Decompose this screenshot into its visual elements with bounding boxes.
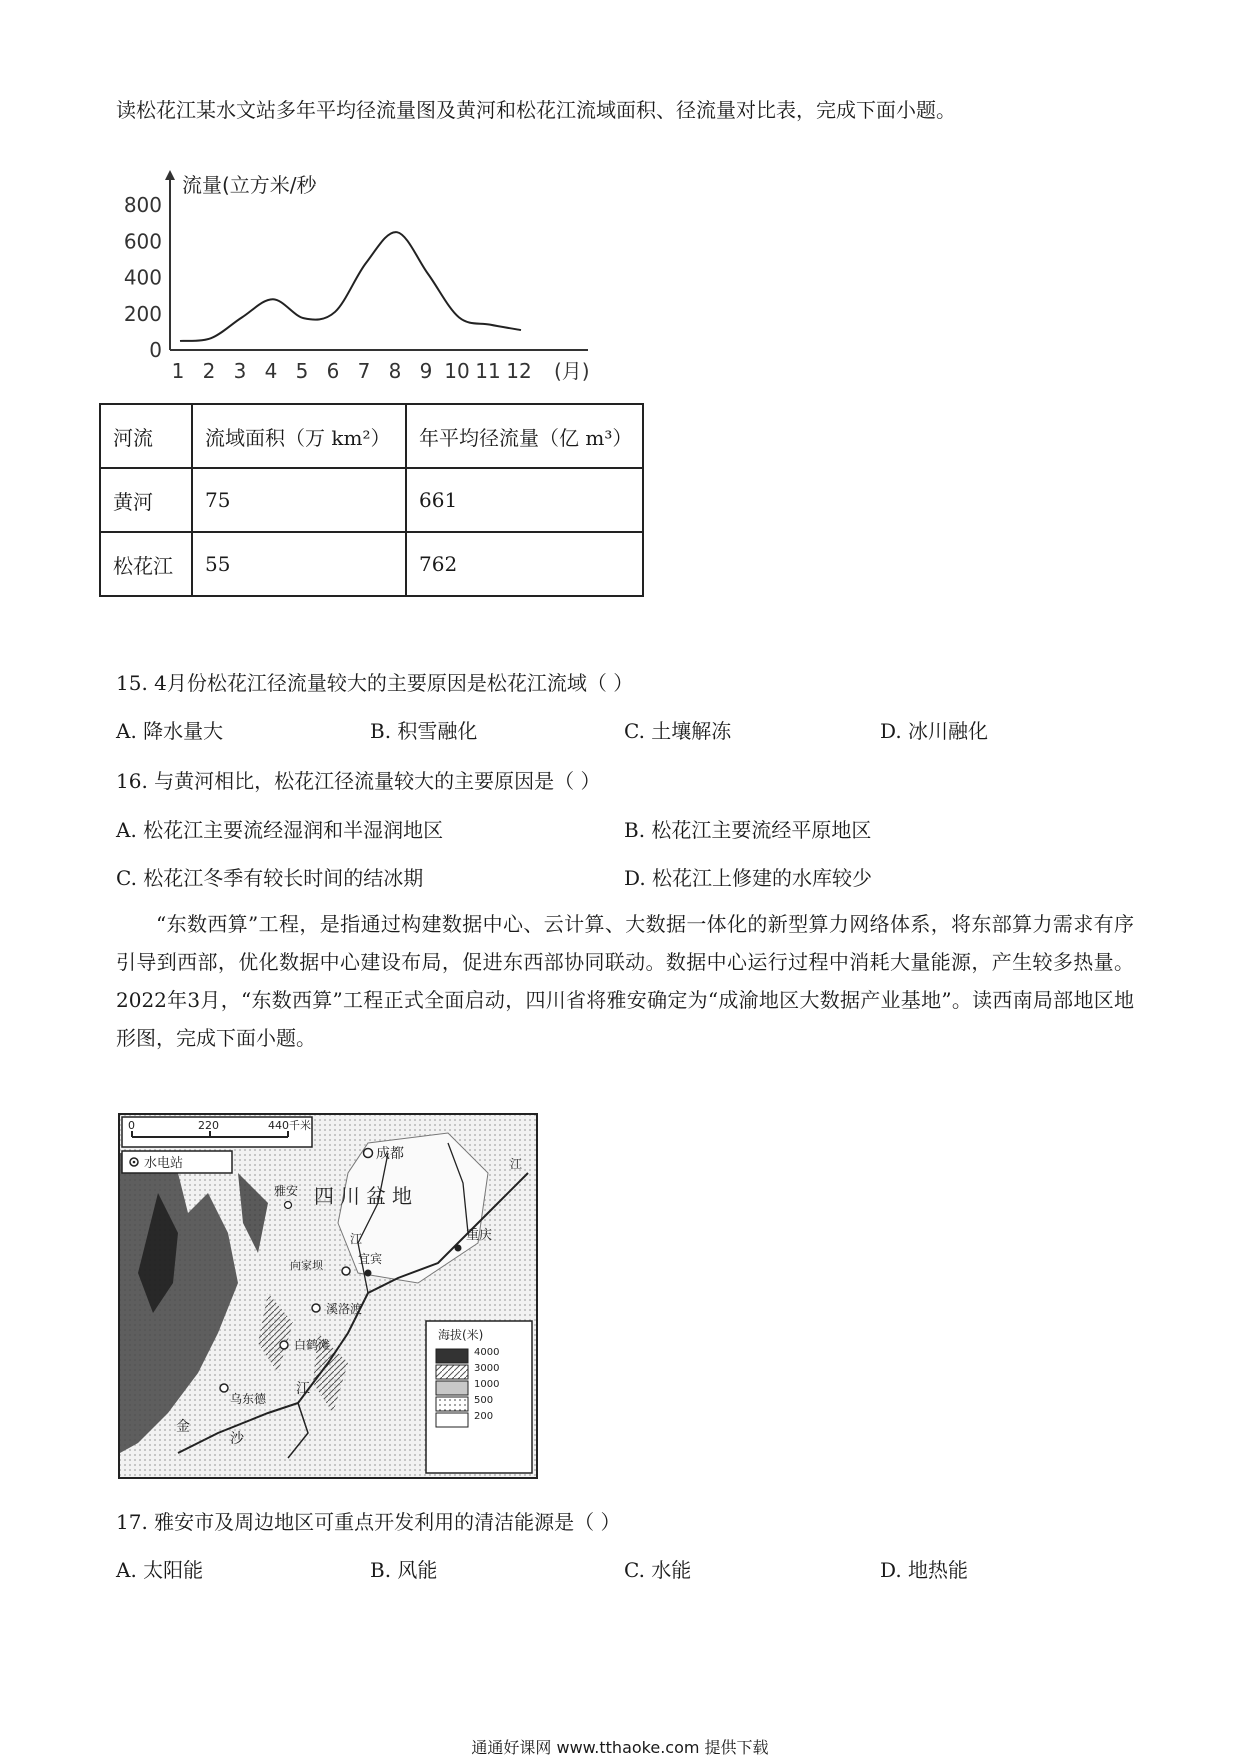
- y-tick-label: 600: [123, 229, 162, 254]
- table-row: [100, 468, 643, 532]
- cell-area: 55: [192, 532, 406, 596]
- x-tick-label: 9: [419, 359, 433, 383]
- label-chongqing: 重庆: [466, 1228, 493, 1243]
- label-jin: 金: [176, 1419, 190, 1435]
- label-xiluodu: 溪洛渡: [326, 1302, 363, 1316]
- chengdu-marker: [364, 1149, 373, 1158]
- elevation-legend-title: 海拔(米): [438, 1328, 484, 1342]
- x-tick-label: 12: [506, 359, 532, 383]
- question-15-stem: 15. 4月份松花江径流量较大的主要原因是松花江流域（ ）: [116, 671, 634, 695]
- label-xiangjiaba: 向家坝: [290, 1259, 323, 1272]
- cell-river-name: 松花江: [100, 532, 192, 596]
- table-header-row: [100, 404, 643, 468]
- header-cell-river: 河流: [100, 404, 192, 468]
- x-tick-label: 3: [233, 359, 247, 383]
- x-tick-label: 10: [444, 359, 470, 383]
- header-cell-runoff: 年平均径流量（亿 m³）: [406, 404, 643, 468]
- intro-text-1: 读松花江某水文站多年平均径流量图及黄河和松花江流域面积、径流量对比表，完成下面小题。: [116, 98, 956, 122]
- elev-label-3000: 3000: [474, 1363, 500, 1374]
- elev-label-1000: 1000: [474, 1379, 500, 1390]
- station-xiangjiaba: [342, 1267, 350, 1275]
- runoff-series-line: [180, 232, 521, 341]
- q15-option-b[interactable]: B. 积雪融化: [370, 719, 478, 743]
- scale-label-0: 0: [128, 1119, 135, 1132]
- chongqing-marker: [455, 1245, 462, 1252]
- label-sha: 沙: [230, 1431, 244, 1447]
- q15-option-d[interactable]: D. 冰川融化: [880, 719, 989, 743]
- table-row: [100, 532, 643, 596]
- label-wudongde: 乌东德: [230, 1392, 267, 1406]
- cell-area: 75: [192, 468, 406, 532]
- header-cell-area: 流域面积（万 km²）: [192, 404, 406, 468]
- elev-swatch-3000: [436, 1365, 468, 1379]
- elev-swatch-200: [436, 1413, 468, 1427]
- x-tick-label: 4: [264, 359, 278, 383]
- q17-option-d[interactable]: D. 地热能: [880, 1558, 969, 1582]
- intro-text-2: “东数西算”工程，是指通过构建数据中心、云计算、大数据一体化的新型算力网络体系，将东部算力需求有序引导到西部，优化数据中心建设布局，促进东西部协同联动。数据中心运行过程中消耗大量能源，产生较多热量。2022年3月，“东数西算”工程正式全面启动，四川省将雅安确定为“成渝地区大数据产业基地”。读西南局部地区地形图，完成下面小题。: [116, 912, 1134, 1050]
- x-axis-unit: (月): [554, 359, 590, 383]
- runoff-line-chart: [110, 168, 610, 390]
- yibin-marker: [365, 1270, 372, 1277]
- x-tick-label: 2: [202, 359, 216, 383]
- x-tick-label: 8: [388, 359, 402, 383]
- y-tick-label: 800: [123, 193, 162, 217]
- y-tick-label: 0: [149, 338, 162, 362]
- label-jiang-2: 江: [350, 1232, 363, 1246]
- x-tick-label: 11: [475, 359, 501, 383]
- elev-swatch-500: [436, 1397, 468, 1411]
- legend-station-label: 水电站: [144, 1156, 184, 1171]
- label-jiang-3: 江: [296, 1381, 310, 1397]
- label-sichuan-basin: 四川盆地: [314, 1184, 418, 1208]
- q17-option-c[interactable]: C. 水能: [624, 1558, 692, 1582]
- cell-runoff: 661: [406, 468, 643, 532]
- y-axis-label: 流量(立方米/秒: [182, 173, 317, 197]
- label-yaan: 雅安: [274, 1184, 299, 1198]
- q17-option-b[interactable]: B. 风能: [370, 1558, 438, 1582]
- label-yibin: 宜宾: [358, 1252, 383, 1266]
- q16-option-a[interactable]: A. 松花江主要流经湿润和半湿润地区: [116, 818, 444, 842]
- y-tick-label: 200: [123, 301, 162, 326]
- x-tick-label: 6: [326, 359, 340, 383]
- scale-label-220: 220: [198, 1119, 219, 1132]
- elev-label-500: 500: [474, 1395, 494, 1406]
- y-tick-label: 400: [123, 265, 162, 290]
- southwest-terrain-map: [118, 1113, 538, 1479]
- label-jiang-1: 江: [510, 1157, 523, 1171]
- yaan-marker: [285, 1202, 292, 1209]
- x-tick-label: 7: [357, 359, 371, 383]
- elev-label-4000: 4000: [474, 1347, 500, 1358]
- station-xiluodu: [312, 1304, 320, 1312]
- page-footer: 通通好课网 www.tthaoke.com 提供下载: [471, 1738, 769, 1757]
- cell-runoff: 762: [406, 532, 643, 596]
- x-tick-label: 5: [295, 359, 309, 383]
- elev-swatch-4000: [436, 1349, 468, 1363]
- station-wudongde: [220, 1384, 228, 1392]
- scale-label-440: 440千米: [268, 1119, 311, 1132]
- basin-comparison-table: [99, 403, 644, 597]
- cell-river-name: 黄河: [100, 468, 192, 532]
- elev-swatch-1000: [436, 1381, 468, 1395]
- y-axis-arrow: [165, 170, 175, 180]
- q15-option-c[interactable]: C. 土壤解冻: [624, 719, 732, 743]
- label-chengdu: 成都: [376, 1146, 404, 1162]
- q16-option-b[interactable]: B. 松花江主要流经平原地区: [624, 818, 872, 842]
- x-tick-label: 1: [171, 359, 185, 383]
- question-16-stem: 16. 与黄河相比，松花江径流量较大的主要原因是（ ）: [116, 769, 601, 793]
- label-baihetan: 白鹤滩: [294, 1338, 331, 1352]
- q17-option-a[interactable]: A. 太阳能: [116, 1558, 204, 1582]
- q15-option-a[interactable]: A. 降水量大: [116, 719, 224, 743]
- q16-option-d[interactable]: D. 松花江上修建的水库较少: [624, 866, 873, 890]
- question-17-stem: 17. 雅安市及周边地区可重点开发利用的清洁能源是（ ）: [116, 1510, 621, 1534]
- station-baihetan: [280, 1341, 288, 1349]
- q16-option-c[interactable]: C. 松花江冬季有较长时间的结冰期: [116, 866, 424, 890]
- elev-label-200: 200: [474, 1411, 494, 1422]
